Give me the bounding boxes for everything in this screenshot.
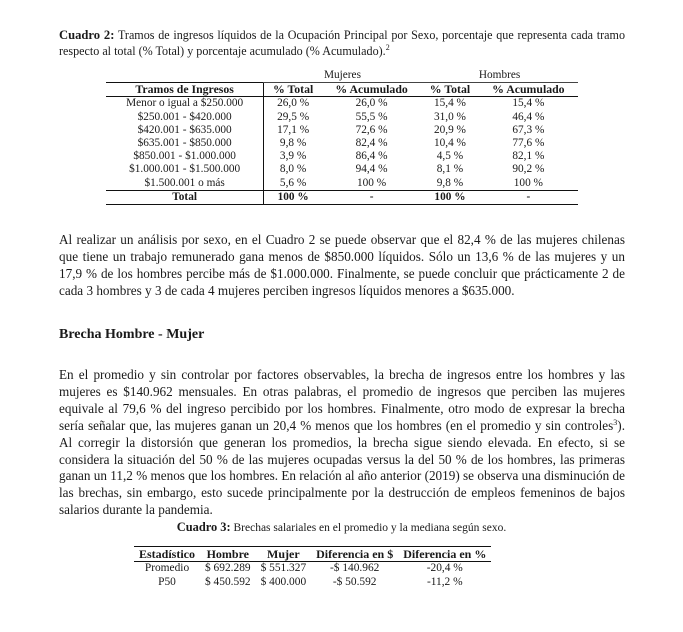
column-header-estadistico: Estadístico [134, 547, 200, 562]
gap-paragraph-part2: ). Al corregir la distorsión que generan los promedios, la brecha sigue siendo elevada. En efecto, si se considera la situación del 50 % de las mujeres ocupadas versus la del 50 % de los hombres, las primeras ganan un 11,2 % menos que los hombres. En relación al año anterior (2019) se observa una disminución de las brechas, sin embargo, esto sucede principalmente por la destrucción de empleos femeninos de bajos salarios durante la pandemia. [59, 417, 625, 518]
value-cell: 100 % [356, 176, 387, 189]
value-cell: 17,1 % [277, 123, 310, 136]
value-cell: $ 450.592 [205, 575, 251, 588]
value-cell: 20,9 % [433, 123, 466, 136]
analysis-paragraph: Al realizar un análisis por sexo, en el Cuadro 2 se puede observar que el 82,4 % de las mujeres chilenas que tiene un trabajo remunerado gana menos de $850.000 líquidos. Sólo un 13,6 % de las mujeres y un 17,9 % de los hombres percibe más de $1.000.000. Finalmente, se puede concluir que prácticamente 2 de cada 3 hombres y 3 de cada 4 mujeres perciben ingresos líquidos menores a $635.000. [59, 232, 625, 298]
value-cell: $ 692.289 [205, 562, 251, 575]
bracket-cell: $1.000.001 - $1.500.000 [106, 163, 264, 176]
column-header-tramos: Tramos de Ingresos [106, 83, 264, 97]
value-cell: 26,0 % [355, 97, 388, 110]
table3-caption-label: Cuadro 3: [176, 520, 231, 534]
table-row [106, 177, 578, 191]
value-cell: 94,4 % [355, 163, 388, 176]
total-cell: - [479, 190, 578, 204]
table-row [134, 562, 491, 576]
gap-paragraph-part1: En el promedio y sin controlar por factores observables, la brecha de ingresos entre los hombres y las mujeres es $140.962 mensuales. En otras palabras, el promedio de ingresos que perciben las mujeres equivale al 79,6 % del ingreso percibido por los hombres. Finalmente, otro modo de expresar la brecha sería señalar que, las mujeres ganan un 20,4 % menos que los hombres (en el promedio y sin controles [59, 367, 625, 433]
bracket-cell: $850.001 - $1.000.000 [106, 150, 264, 163]
value-cell: 82,4 % [355, 137, 388, 150]
income-brackets-table [106, 69, 578, 205]
table2-caption-label: Cuadro 2: [59, 28, 115, 42]
value-cell: 77,6 % [512, 137, 545, 150]
value-cell: 26,0 % [277, 97, 310, 110]
total-cell: 100 % [264, 190, 322, 204]
value-cell: 15,4 % [512, 97, 545, 110]
value-cell: 82,1 % [512, 150, 545, 163]
value-cell: -20,4 % [426, 562, 463, 575]
value-cell: 29,5 % [277, 110, 310, 123]
bracket-cell: $1.500.001 o más [106, 177, 264, 191]
table-row [106, 124, 578, 137]
value-cell: 86,4 % [355, 150, 388, 163]
column-header-row [134, 547, 491, 562]
column-header-mujeres-total: % Total [264, 83, 322, 97]
total-label: Total [106, 190, 264, 204]
column-header-diferencia-porcentaje: Diferencia en % [398, 547, 491, 562]
value-cell: 9,8 % [436, 176, 464, 189]
group-header-mujeres: Mujeres [264, 69, 421, 83]
value-cell: 90,2 % [512, 163, 545, 176]
value-cell: 10,4 % [433, 137, 466, 150]
footnote-marker-2: 2 [385, 43, 390, 52]
table-row [106, 111, 578, 124]
value-cell: 4,5 % [436, 150, 464, 163]
table2-caption [59, 27, 625, 59]
stat-cell: Promedio [144, 562, 190, 575]
bracket-cell: $420.001 - $635.000 [106, 124, 264, 137]
footnote-marker-3: 3 [613, 417, 618, 427]
value-cell: $ 400.000 [260, 575, 307, 588]
value-cell: -$ 140.962 [330, 562, 380, 575]
value-cell: 9,8 % [279, 137, 307, 150]
value-cell: -11,2 % [426, 575, 463, 588]
value-cell: 72,6 % [355, 123, 388, 136]
value-cell: $ 551.327 [260, 562, 307, 575]
stat-cell: P50 [158, 575, 176, 588]
column-header-mujer: Mujer [256, 547, 312, 562]
column-header-hombre: Hombre [200, 547, 256, 562]
table2-caption-text: Tramos de ingresos líquidos de la Ocupación Principal por Sexo, porcentaje que representa cada tramo respecto al total (% Total) y porcentaje acumulado (% Acumulado). [59, 28, 625, 58]
value-cell: 67,3 % [512, 123, 545, 136]
column-header-row [106, 83, 578, 97]
total-row [106, 190, 578, 204]
value-cell: 55,5 % [355, 110, 388, 123]
total-cell: 100 % [421, 190, 479, 204]
column-header-mujeres-acumulado: % Acumulado [322, 83, 421, 97]
group-header-row [106, 69, 578, 83]
value-cell: 31,0 % [433, 110, 466, 123]
value-cell: -$ 50.592 [332, 575, 377, 588]
value-cell: 15,4 % [433, 97, 466, 110]
value-cell: 8,1 % [436, 163, 464, 176]
bracket-cell: $635.001 - $850.000 [106, 137, 264, 150]
value-cell: 46,4 % [512, 110, 545, 123]
group-header-hombres: Hombres [421, 69, 578, 83]
table-row [106, 163, 578, 176]
table3-caption [0, 520, 683, 535]
column-header-diferencia-pesos: Diferencia en $ [311, 547, 398, 562]
bracket-cell: Menor o igual a $250.000 [106, 97, 264, 111]
table-row [106, 137, 578, 150]
table-row [106, 97, 578, 111]
table3-caption-text: Brechas salariales en el promedio y la mediana según sexo. [233, 522, 507, 534]
table-row [106, 150, 578, 163]
section-title: Brecha Hombre - Mujer [59, 327, 205, 342]
wage-gap-table [134, 546, 491, 591]
value-cell: 100 % [513, 176, 543, 189]
value-cell: 8,0 % [279, 163, 307, 176]
total-cell: - [322, 190, 421, 204]
gap-paragraph [59, 367, 625, 519]
column-header-hombres-total: % Total [421, 83, 479, 97]
value-cell: 3,9 % [279, 150, 307, 163]
value-cell: 5,6 % [279, 176, 307, 189]
bracket-cell: $250.001 - $420.000 [106, 111, 264, 124]
column-header-hombres-acumulado: % Acumulado [479, 83, 578, 97]
table-row [134, 576, 491, 591]
